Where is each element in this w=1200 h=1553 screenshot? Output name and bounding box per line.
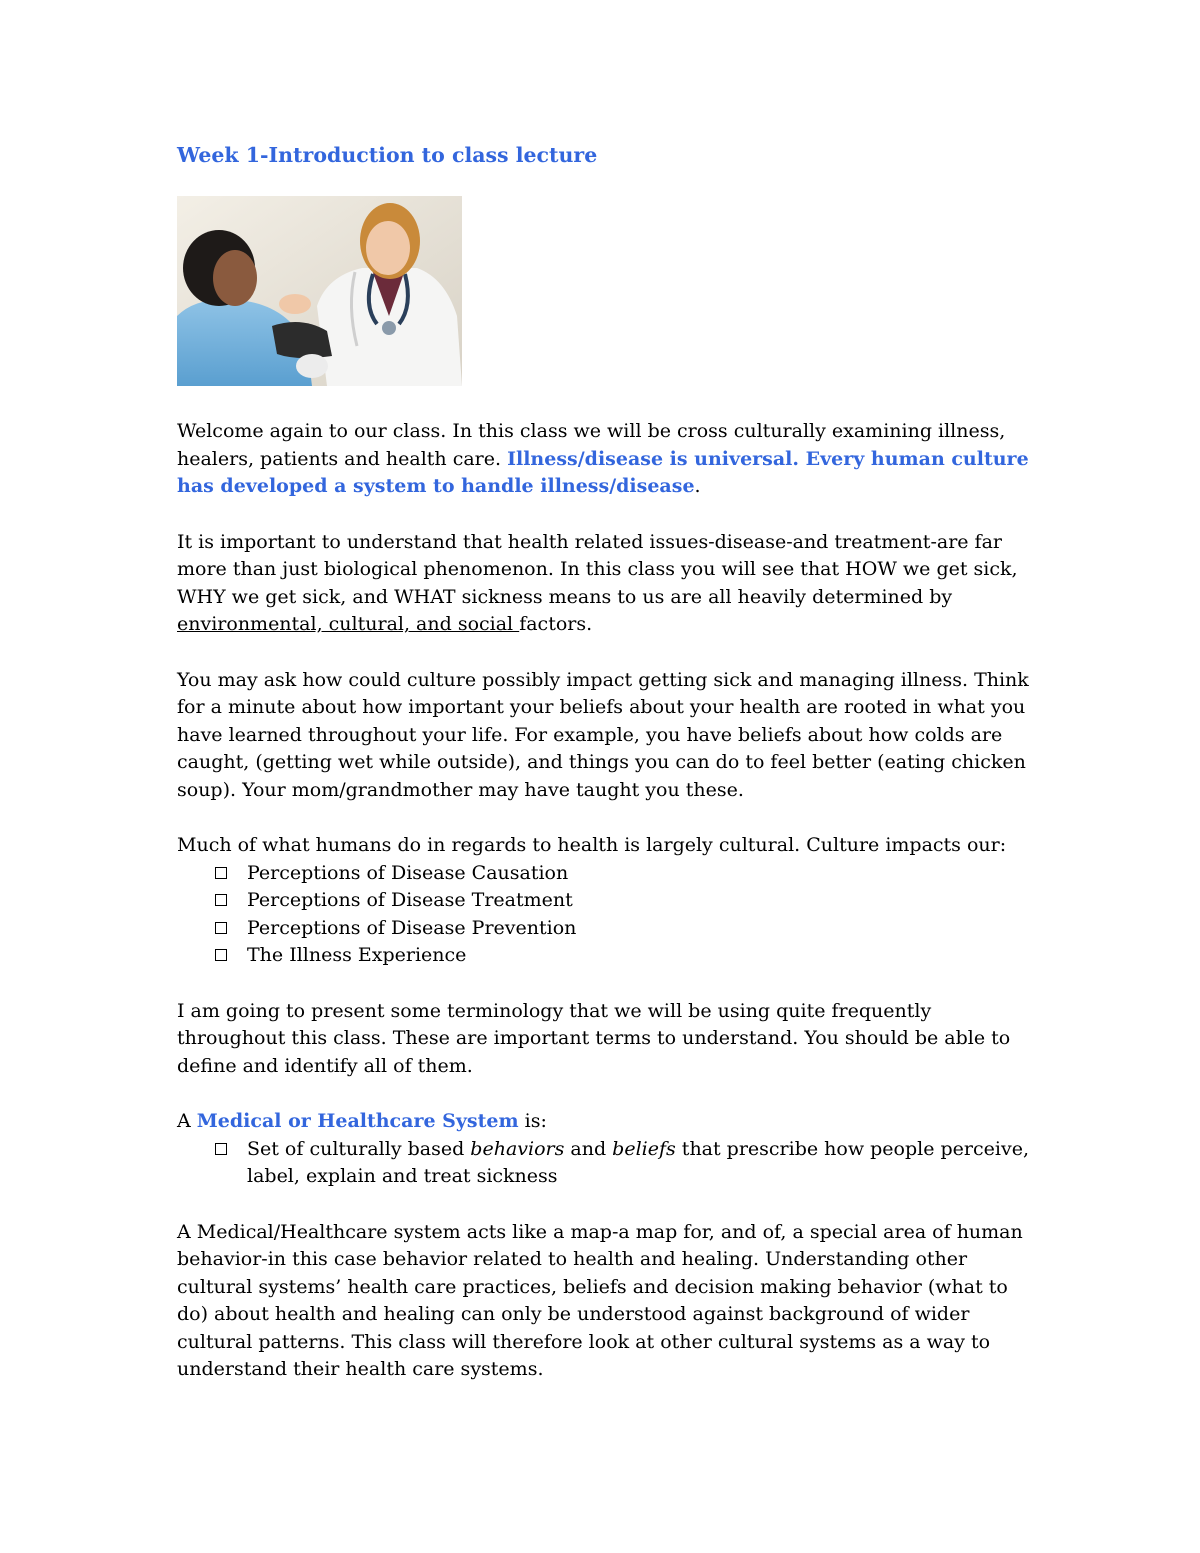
doctor-patient-photo — [177, 196, 462, 386]
list-item — [215, 915, 1037, 943]
list-item-label: The Illness Experience — [247, 944, 467, 966]
checkbox-bullet-icon — [215, 949, 227, 961]
list-item — [215, 942, 1037, 970]
map-analogy-paragraph: A Medical/Healthcare system acts like a map-a map for, and of, a special area of human behavior-in this case behavior related to health and healing. Understanding other cultural systems’ health care practices, beliefs and decision making behavior (what to do) about health and healing can only be understood against background of wider cultural patterns. This class will therefore look at other cultural systems as a way to understand their health care systems. — [177, 1220, 1023, 1380]
health-issues-paragraph — [177, 529, 1037, 639]
list-item — [215, 860, 1037, 888]
definition-text-e: that prescribe how people perceive, label, explain and treat sickness — [247, 1137, 1029, 1187]
definition-text-a: Set of culturally based — [247, 1137, 471, 1160]
definition-suffix: is: — [518, 1110, 547, 1132]
checkbox-bullet-icon — [215, 867, 227, 879]
checkbox-bullet-icon — [215, 922, 227, 934]
definition-beliefs: beliefs — [612, 1137, 676, 1160]
definition-text-c: and — [564, 1137, 613, 1160]
intro-emphasis: Illness/disease is universal. Every human culture has developed a system to handle illness/disease — [177, 447, 1029, 497]
checkbox-bullet-icon — [215, 1143, 227, 1155]
list-item — [215, 887, 1037, 915]
intro-end: . — [694, 475, 701, 497]
intro-paragraph — [177, 418, 1037, 501]
checkbox-bullet-icon — [215, 894, 227, 906]
culture-impact-paragraph: You may ask how could culture possibly impact getting sick and managing illness. Think for a minute about how important your beliefs about your health are rooted in what you have learned throughout your life. For example, you have beliefs about how colds are caught, (getting wet while outside), and things you can do to feel better (eating chicken soup). Your mom/grandmother may have taught you these. — [177, 668, 1029, 801]
list-item-label: Perceptions of Disease Prevention — [247, 916, 577, 939]
list-item-label: Perceptions of Disease Causation — [247, 861, 569, 884]
list-item-label: Perceptions of Disease Treatment — [247, 889, 573, 911]
medical-system-term: Medical or Healthcare System — [196, 1110, 519, 1132]
culture-impacts-list — [177, 860, 1037, 970]
health-issues-text: It is important to understand that health related issues-disease-and treatment-are far more than just biological phenomenon. In this class you will see that HOW we get sick, WHY we get sick, and WHAT sickness means to us are all heavily determined by — [177, 530, 1018, 608]
intro-text: Welcome again to our class. In this class we will be cross culturally examining illness, healers, patients and health care. — [177, 420, 1006, 470]
medical-system-definition-heading — [177, 1108, 1037, 1136]
terminology-paragraph: I am going to present some terminology that we will be using quite frequently throughout this class. These are important terms to understand. You should be able to define and identify all of them. — [177, 999, 1011, 1077]
list-item — [215, 1136, 1037, 1191]
definition-behaviors: behaviors — [470, 1137, 565, 1160]
medical-system-definition-list — [177, 1136, 1037, 1191]
culture-impacts-intro: Much of what humans do in regards to health is largely cultural. Culture impacts our: — [177, 834, 1007, 856]
definition-prefix: A — [177, 1110, 197, 1132]
document-page — [177, 140, 1037, 1384]
health-issues-end: factors. — [519, 613, 593, 635]
lecture-title: Week 1-Introduction to class lecture — [177, 143, 598, 167]
factors-underlined: environmental, cultural, and social — [177, 613, 520, 635]
